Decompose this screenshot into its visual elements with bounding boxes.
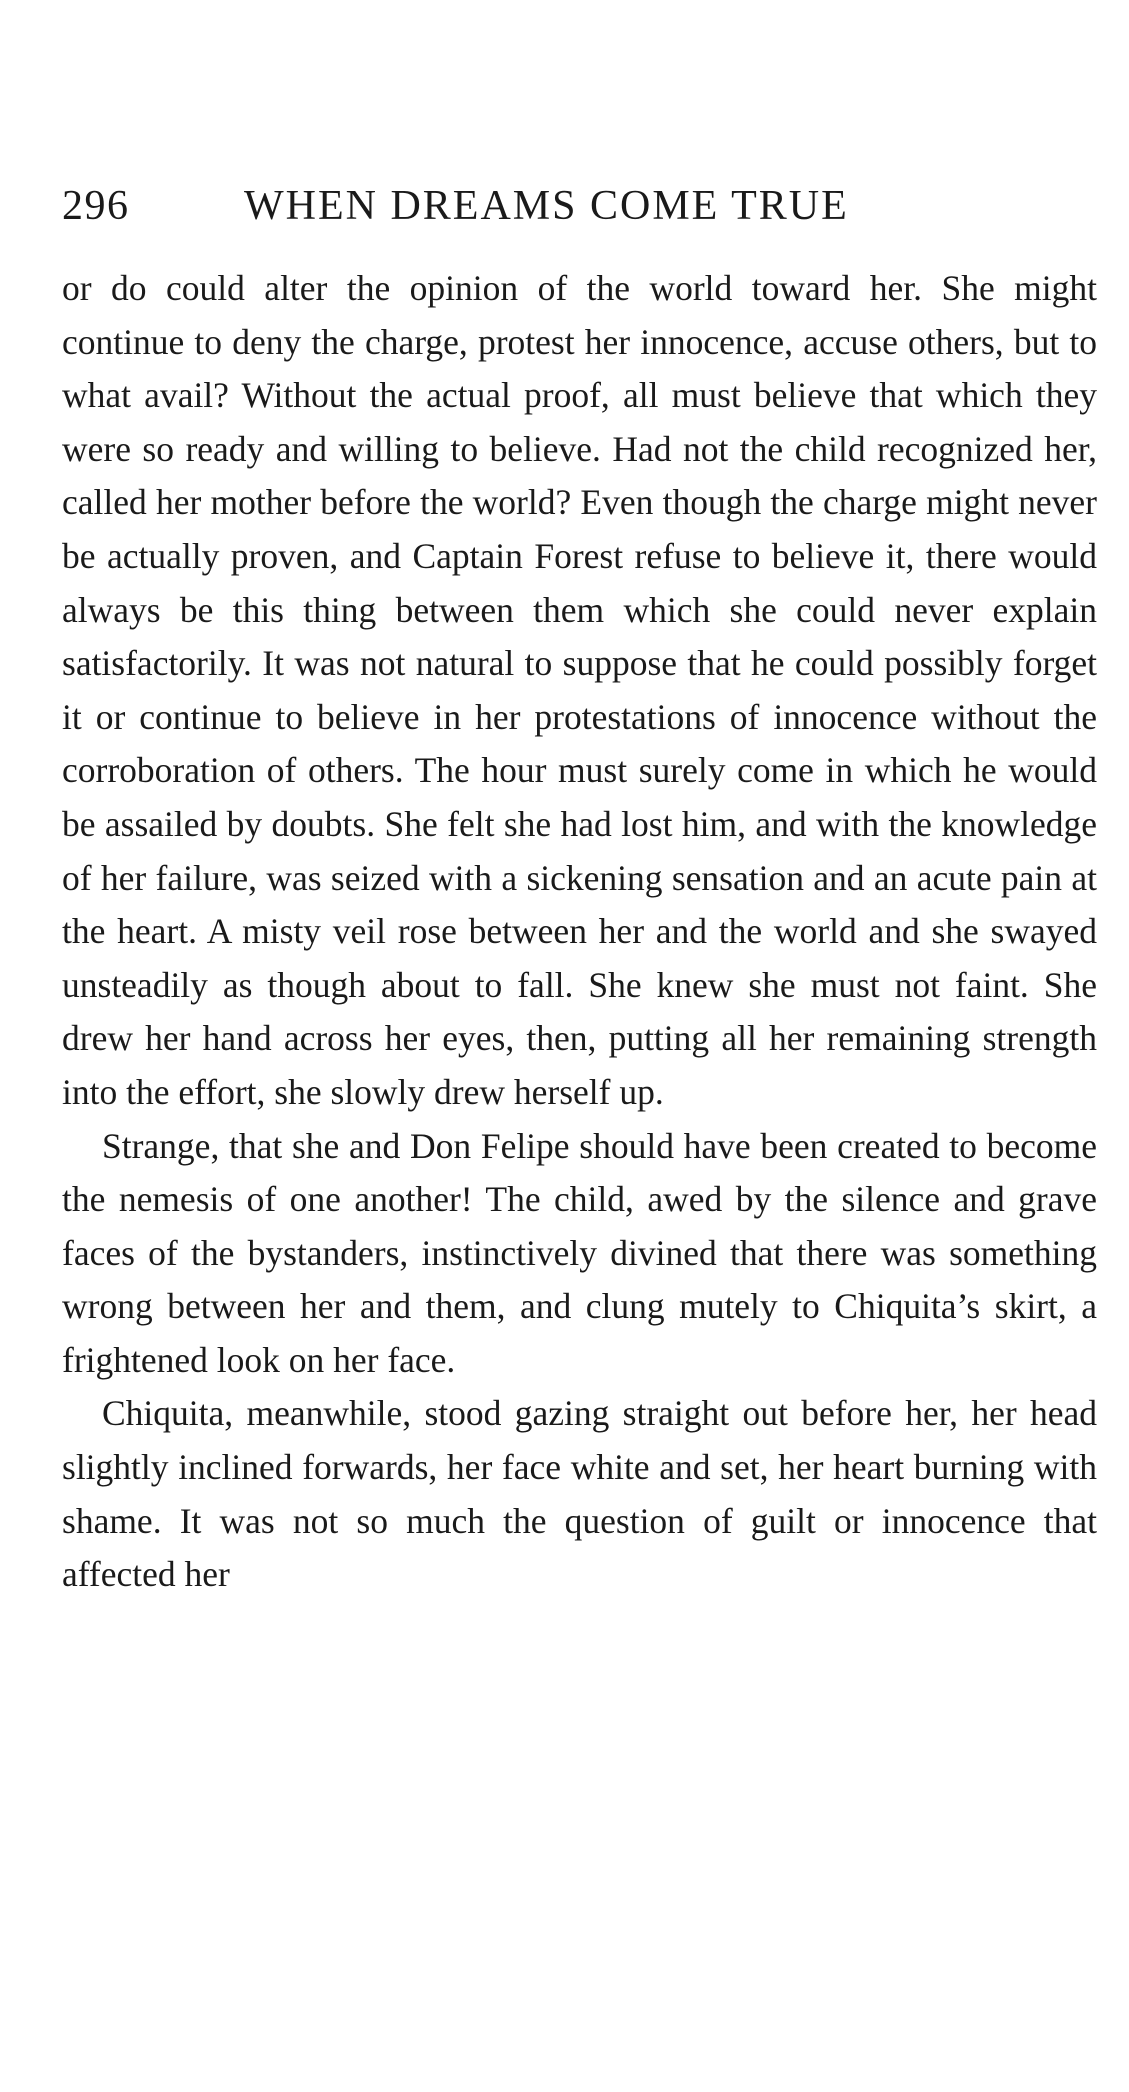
body-text [62,262,1097,1602]
paragraph-continuation: or do could alter the opinion of the world toward her. She might continue to deny the charge, protest her innocence, accuse others, but to what avail? Without the actual proof, all must believe that which they were so ready and willing to believe. Had not the child recognized her, called her mother before the world? Even though the charge might never be actually proven, and Captain Forest refuse to believe it, there would always be this thing between them which she could never explain satisfactorily. It was not natural to suppose that he could possibly forget it or continue to believe in her protestations of innocence without the corroboration of others. The hour must surely come in which he would be assailed by doubts. She felt she had lost him, and with the knowledge of her failure, was seized with a sickening sensation and an acute pain at the heart. A misty veil rose between her and the world and she swayed unsteadily as though about to fall. She knew she must not faint. She drew her hand across her eyes, then, putting all her remaining strength into the effort, she slowly drew herself up. [62,268,1097,1112]
page-number: 296 [62,183,130,229]
running-title: WHEN DREAMS COME TRUE [244,183,849,229]
paragraph-don-felipe: Strange, that she and Don Felipe should have been created to become the nemesis of one another! The child, awed by the silence and grave faces of the bystanders, instinctively divined that there was something wrong between her and them, and clung mutely to Chiquita’s skirt, a frightened look on her face. [62,1125,1097,1380]
running-head [62,178,1092,234]
paragraph-chiquita: Chiquita, meanwhile, stood gazing straight out before her, her head slightly inclined forwards, her face white and set, her heart burning with shame. It was not so much the question of guilt or innocence that affected her [62,1393,1097,1595]
